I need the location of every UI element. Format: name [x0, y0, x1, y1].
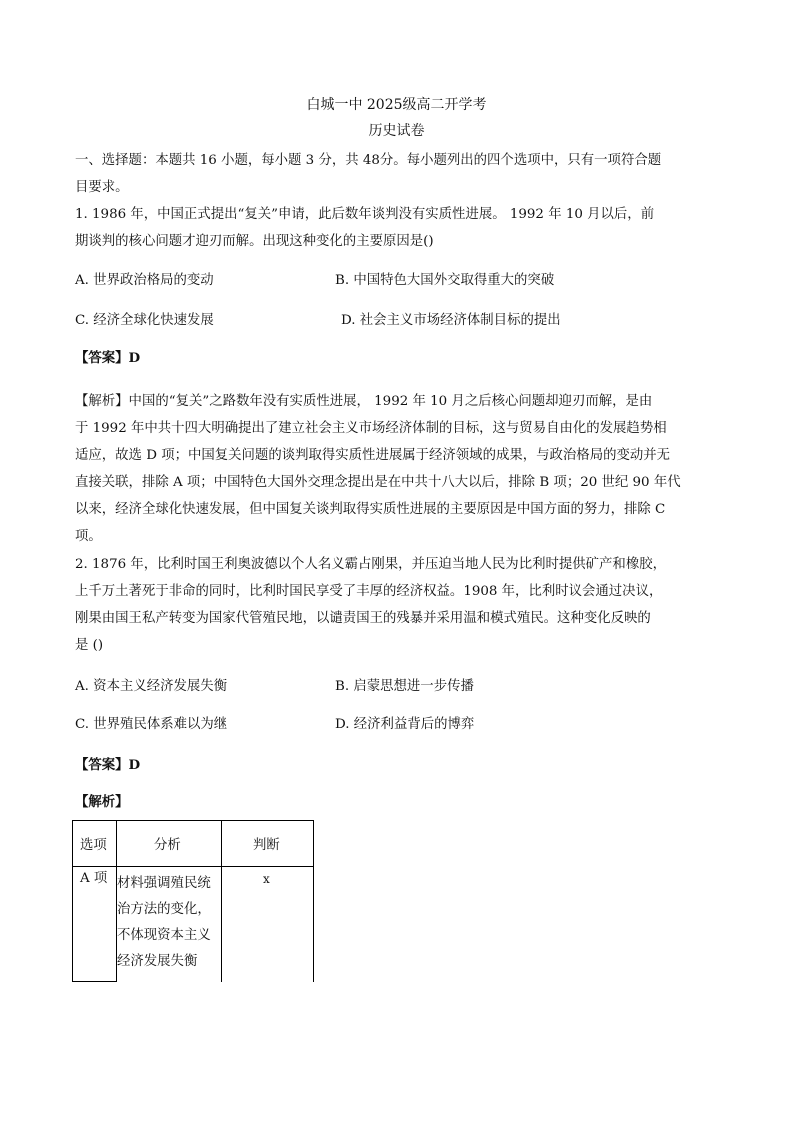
section-intro-line-2: 目要求。 — [75, 180, 129, 195]
q1-answer: 【答案】D — [75, 350, 141, 366]
q2-stem-line-2: 上千万土著死于非命的同时，比利时国民享受了丰厚的经济权益。1908 年，比利时议会通过决议， — [75, 584, 663, 599]
q1-analysis-line-4: 直接关联，排除 A 项；中国特色大国外交理念提出是在中共十八大以后，排除 B 项；20 世纪 90 年代 — [75, 475, 681, 490]
q2-option-c: C. 世界殖民体系难以为继 — [75, 717, 228, 732]
exam-subtitle: 历史试卷 — [368, 123, 425, 139]
q2-analysis-label: 【解析】 — [75, 794, 129, 810]
table-row-analysis — [117, 871, 211, 975]
q2-stem-line-4: 是 () — [75, 638, 104, 653]
q2-option-b: B. 启蒙思想进一步传播 — [335, 679, 474, 694]
table-row-analysis-line-4: 经济发展失衡 — [117, 954, 198, 969]
q1-option-a: A. 世界政治格局的变动 — [75, 273, 214, 288]
section-intro-line-1: 一、选择题：本题共 16 小题，每小题 3 分，共 48分。每小题列出的四个选项中，只有一项符合题 — [75, 153, 662, 168]
table-row-judgment: x — [263, 872, 270, 886]
q1-analysis-line-6: 项。 — [75, 529, 102, 544]
q1-analysis-line-3: 适应，故选 D 项；中国复关问题的谈判取得实质性进展属于经济领域的成果，与政治格局的变动并无 — [75, 448, 671, 463]
table-header-divider — [72, 866, 314, 867]
q2-stem-line-3: 刚果由国王私产转变为国家代管殖民地，以谴责国王的残暴并采用温和模式殖民。这种变化反映的 — [75, 611, 651, 626]
table-row-option: A 项 — [80, 871, 108, 886]
table-header-analysis: 分析 — [154, 838, 181, 853]
q1-analysis-line-5: 以来，经济全球化快速发展，但中国复关谈判取得实质性进展的主要原因是中国方面的努力，排除 C — [75, 502, 666, 517]
q1-stem-line-1: 1. 1986 年，中国正式提出“复关”申请，此后数年谈判没有实质性进展。 1992 年 10 月以后，前 — [75, 207, 655, 222]
exam-title: 白城一中 2025级高二开学考 — [306, 97, 487, 113]
table-border-top — [72, 820, 314, 821]
q2-option-a: A. 资本主义经济发展失衡 — [75, 679, 228, 694]
q2-option-d: D. 经济利益背后的博弈 — [335, 717, 475, 732]
q2-answer: 【答案】D — [75, 757, 141, 773]
table-row-analysis-line-2: 治方法的变化， — [117, 902, 211, 917]
table-border-right — [313, 820, 314, 982]
q1-analysis-line-2: 于 1992 年中共十四大明确提出了建立社会主义市场经济体制的目标，这与贸易自由化的发展趋势相 — [75, 421, 667, 436]
analysis-table — [72, 820, 314, 982]
q1-option-c: C. 经济全球化快速发展 — [75, 313, 214, 328]
q1-stem-line-2: 期谈判的核心问题才迎刃而解。出现这种变化的主要原因是() — [75, 234, 434, 249]
table-border-bottom-partial — [72, 981, 117, 982]
q1-analysis-line-1: 【解析】中国的“复关”之路数年没有实质性进展， 1992 年 10 月之后核心问题却迎刃而解，是由 — [75, 394, 653, 409]
table-row-analysis-line-1: 材料强调殖民统 — [117, 876, 211, 891]
table-header-option: 选项 — [80, 838, 107, 853]
table-header-judgment: 判断 — [253, 838, 280, 853]
table-row-analysis-line-3: 不体现资本主义 — [117, 928, 211, 943]
table-border-left — [72, 820, 73, 982]
q1-option-d: D. 社会主义市场经济体制目标的提出 — [341, 313, 561, 328]
table-divider-2 — [221, 820, 222, 982]
q2-stem-line-1: 2. 1876 年，比利时国王利奥波德以个人名义霸占刚果，并压迫当地人民为比利时提供矿产和橡胶， — [75, 557, 666, 572]
q1-option-b: B. 中国特色大国外交取得重大的突破 — [335, 273, 555, 288]
